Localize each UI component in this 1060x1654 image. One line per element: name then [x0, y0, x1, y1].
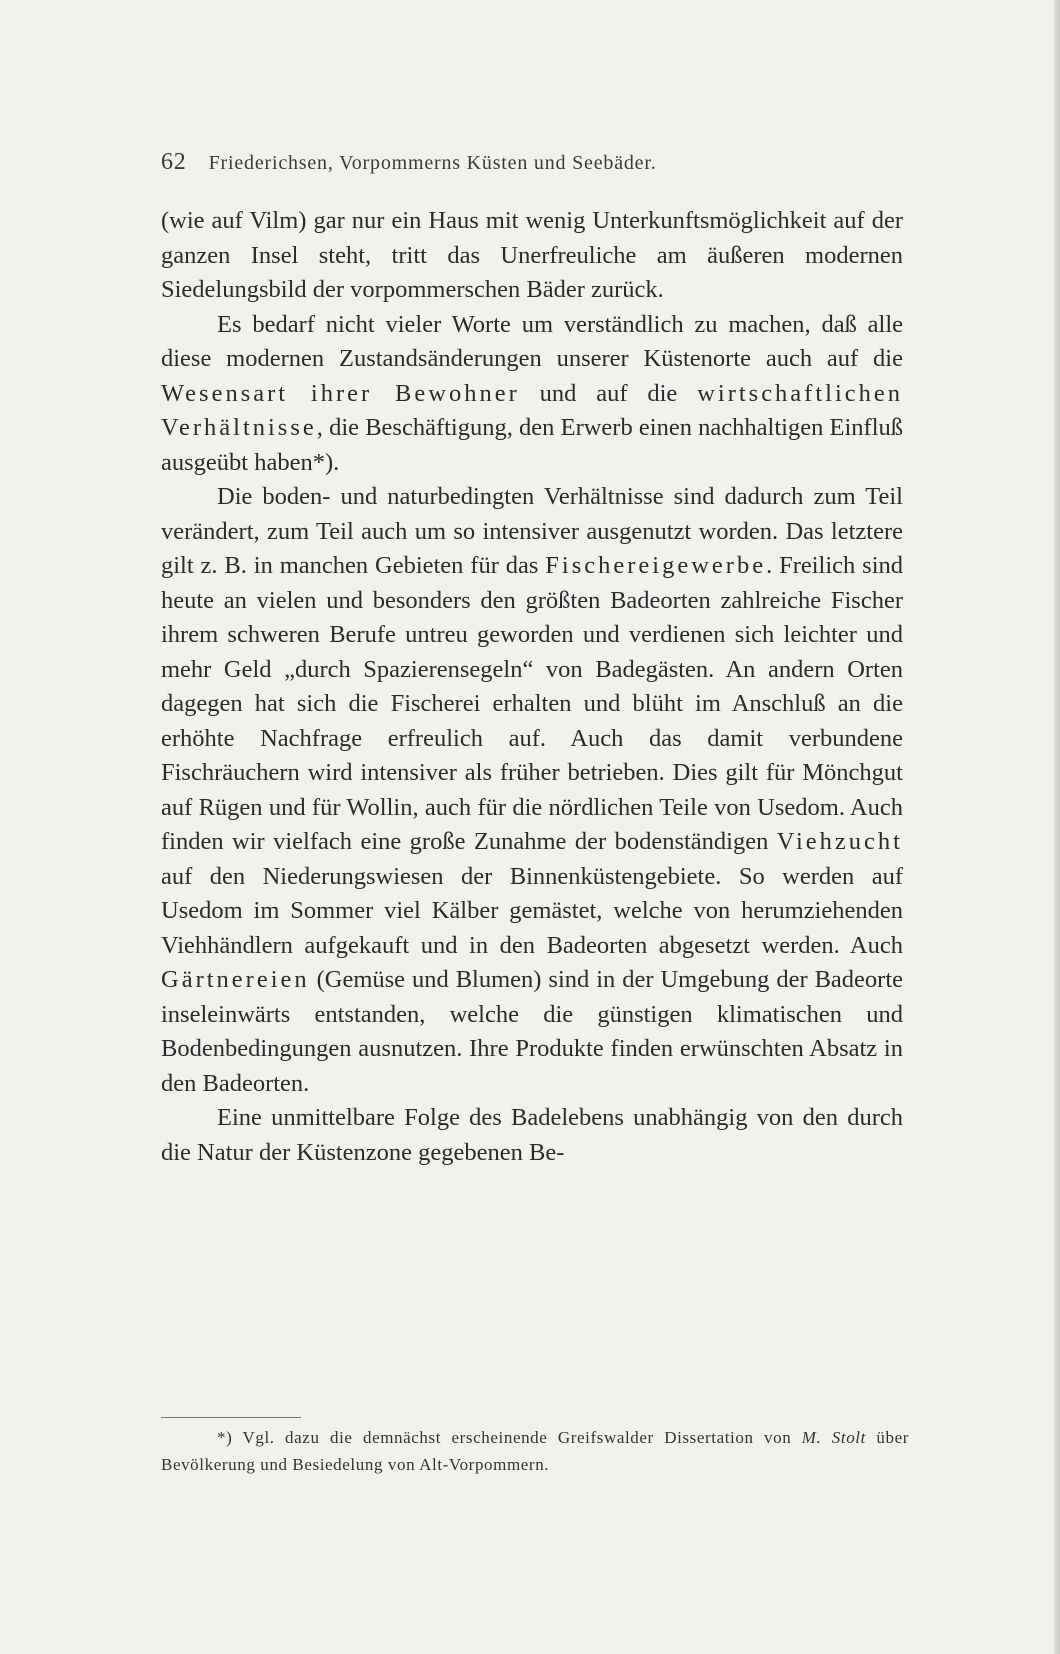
page-number: 62 [161, 149, 187, 175]
emphasis-viehzucht: Viehzucht [776, 828, 903, 855]
paragraph-2-text-c: und auf die [519, 379, 698, 407]
emphasis-wesensart: Wesensart ihrer Bewohner [161, 379, 520, 407]
paragraph-3-text-g: (Gemüse und Blumen) sind in der Umgebung der Badeorte inseleinwärts entstanden, welche die günstigen klimatischen und Bodenbedingungen ausnutzen. Ihre Produkte finden erwünschten Absatz in den Badeorten. [161, 966, 903, 1097]
emphasis-gaertnereien: Gärtnereien [161, 966, 310, 993]
paragraph-3-text-e: auf den Niederungswiesen der Binnenküstengebiete. So werden auf Usedom im Sommer viel Kälber gemästet, welche von herumziehenden Viehhändlern aufgekauft und in den Badeorten abgesetzt werden. Auch [161, 862, 903, 959]
paragraph-4-text: Eine unmittelbare Folge des Badelebens unabhängig von den durch die Natur der Küstenzone gegebenen Be- [161, 1104, 903, 1166]
footnote-text [161, 1424, 909, 1478]
paragraph-2-text-a: Es bedarf nicht vieler Worte um verständlich zu machen, daß alle diese modernen Zustandsänderungen unserer Küstenorte auch auf die [161, 310, 903, 372]
emphasis-fischereigewerbe: Fischereigewerbe [545, 552, 767, 579]
paragraph-2 [161, 308, 903, 481]
footnote [161, 1424, 909, 1478]
footnote-text-b: über Bevölkerung und Besiedelung von Alt-Vorpommern. [161, 1428, 909, 1474]
running-header [161, 149, 911, 176]
footnote-author: M. Stolt [801, 1428, 866, 1447]
paragraph-1 [161, 204, 903, 308]
body-text [161, 204, 903, 1170]
running-title: Friederichsen, Vorpommerns Küsten und Seebäder. [208, 152, 657, 174]
paragraph-4 [161, 1101, 903, 1170]
footnote-text-a: *) Vgl. dazu die demnächst erscheinende Greifswalder Dissertation von [217, 1428, 802, 1447]
page-edge [1054, 0, 1060, 1654]
footnote-rule [161, 1417, 301, 1418]
paragraph-3-text-a: Die boden- und naturbedingten Verhältnisse sind dadurch zum Teil verändert, zum Teil auch um so intensiver ausgenutzt worden. Das letztere gilt z. B. in manchen Gebieten für das [161, 483, 903, 579]
paragraph-2-text-e: , die Beschäftigung, den Erwerb einen nachhaltigen Einfluß ausgeübt haben*). [161, 414, 903, 476]
paragraph-3 [161, 480, 903, 1101]
paragraph-3-text-c: . Freilich sind heute an vielen und besonders den größten Badeorten zahlreiche Fischer ihrem schweren Berufe untreu geworden und verdienen sich leichter und mehr Geld „durch Spazierensegeln“ von Badegästen. An andern Orten dagegen hat sich die Fischerei erhalten und blüht im Anschluß an die erhöhte Nachfrage erfreulich auf. Auch das damit verbundene Fischräuchern wird intensiver als früher betrieben. Dies gilt für Mönchgut auf Rügen und für Wollin, auch für die nördlichen Teile von Usedom. Auch finden wir vielfach eine große Zunahme der bodenständigen [161, 552, 904, 855]
emphasis-wirtschaftlichen-verhaeltnisse: wirtschaftlichen Verhältnisse [161, 379, 904, 441]
paragraph-1-text: (wie auf Vilm) gar nur ein Haus mit wenig Unterkunftsmöglichkeit auf der ganzen Insel steht, tritt das Unerfreuliche am äußeren modernen Siedelungsbild der vorpommerschen Bäder zurück. [161, 207, 903, 303]
